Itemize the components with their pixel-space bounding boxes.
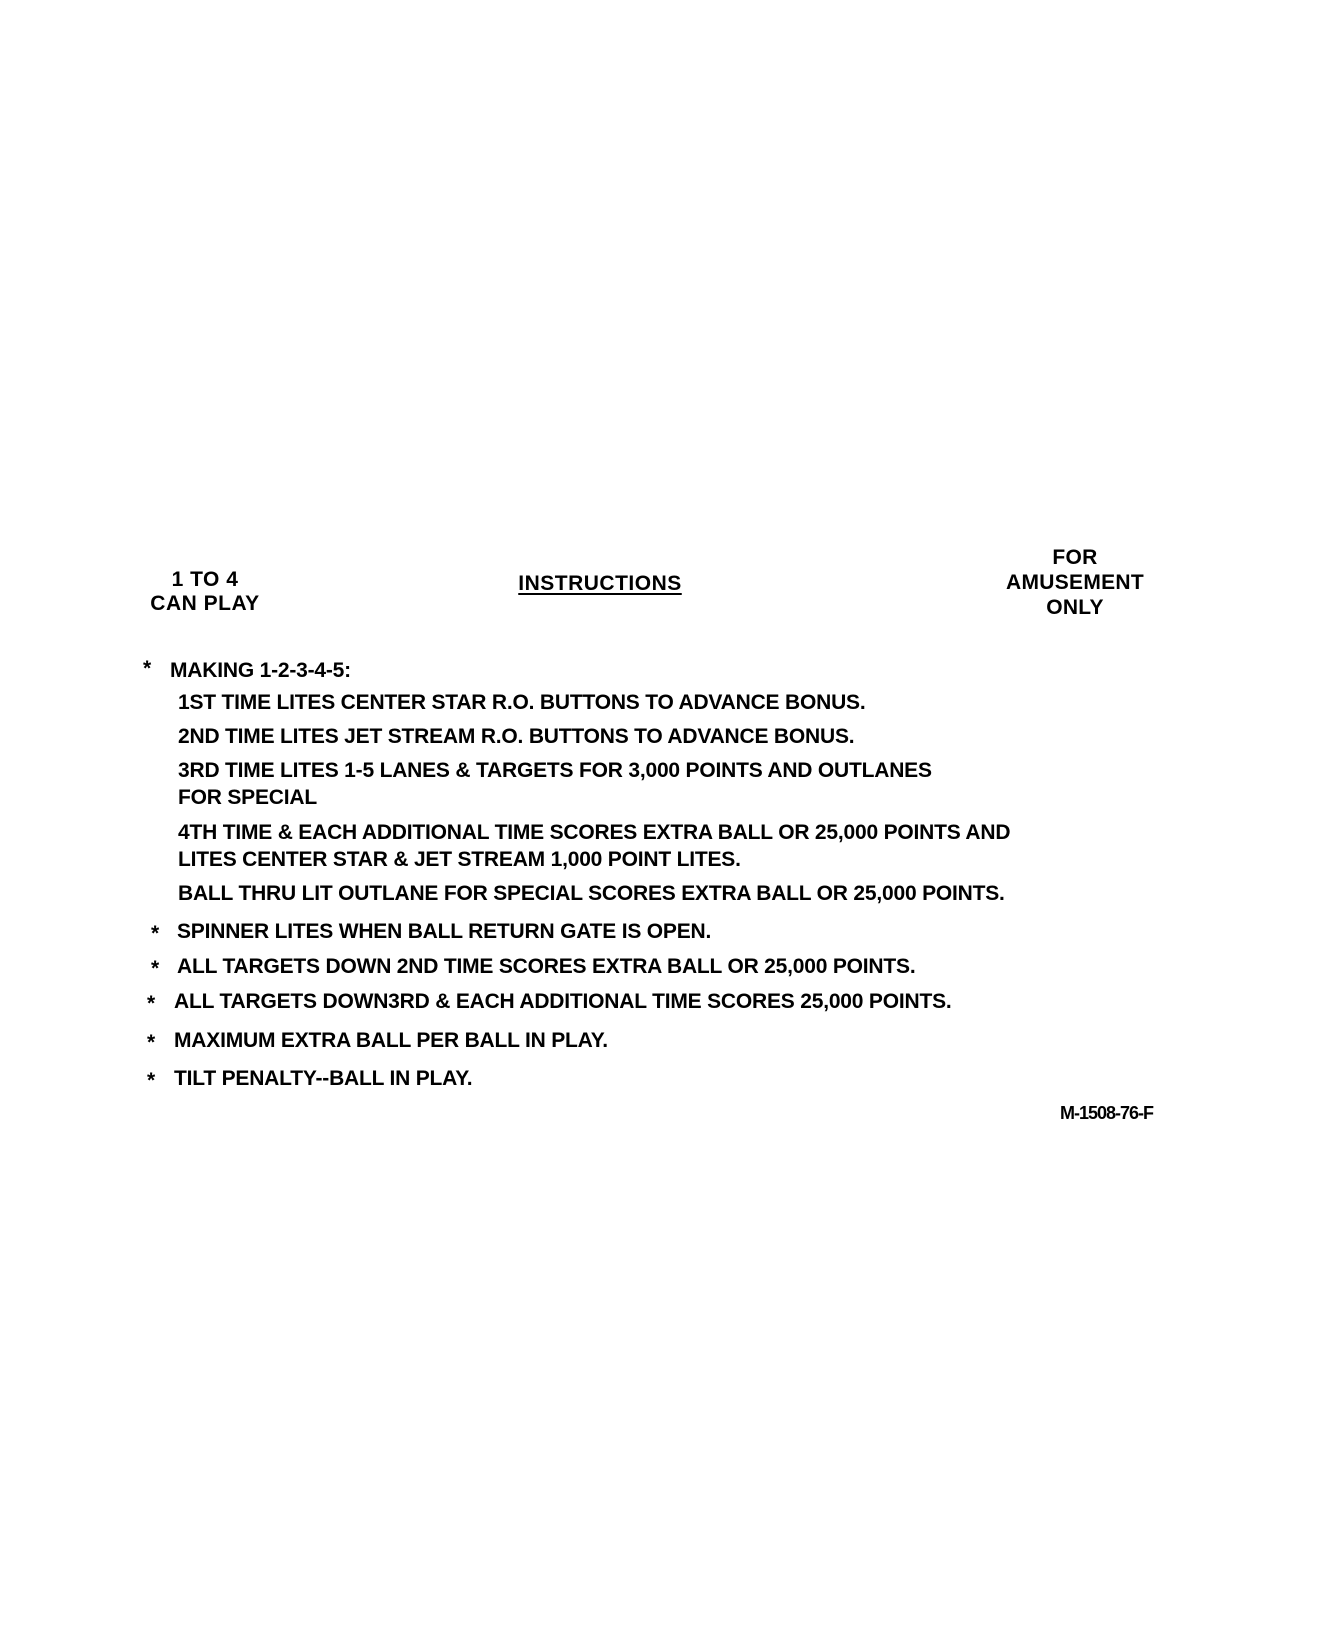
making-4th-time-line-1: 4TH TIME & EACH ADDITIONAL TIME SCORES EXTRA BALL OR 25,000 POINTS AND [178, 821, 1011, 844]
bullet-tilt: * [147, 1069, 156, 1092]
making-outlane-special: BALL THRU LIT OUTLANE FOR SPECIAL SCORES EXTRA BALL OR 25,000 POINTS. [178, 882, 1005, 905]
part-number: M-1508-76-F [1060, 1103, 1154, 1123]
making-4th-time-line-2: LITES CENTER STAR & JET STREAM 1,000 POINT LITES. [178, 848, 741, 871]
making-3rd-time-line-2: FOR SPECIAL [178, 786, 317, 809]
players-label [140, 568, 270, 616]
bullet-spinner: * [151, 922, 160, 945]
making-1st-time: 1ST TIME LITES CENTER STAR R.O. BUTTONS TO ADVANCE BONUS. [178, 691, 866, 714]
targets-2nd-rule: ALL TARGETS DOWN 2ND TIME SCORES EXTRA BALL OR 25,000 POINTS. [177, 955, 916, 978]
amusement-line-2: AMUSEMENT [1005, 571, 1145, 594]
making-2nd-time: 2ND TIME LITES JET STREAM R.O. BUTTONS TO ADVANCE BONUS. [178, 725, 855, 748]
card-title: INSTRUCTIONS [518, 572, 682, 595]
making-title: MAKING 1-2-3-4-5: [170, 659, 351, 682]
bullet-making: * [143, 657, 152, 680]
players-line-1: 1 TO 4 [171, 568, 239, 591]
maximum-rule: MAXIMUM EXTRA BALL PER BALL IN PLAY. [174, 1029, 608, 1052]
making-3rd-time-line-1: 3RD TIME LITES 1-5 LANES & TARGETS FOR 3,000 POINTS AND OUTLANES [178, 759, 932, 782]
tilt-rule: TILT PENALTY--BALL IN PLAY. [174, 1067, 473, 1090]
bullet-targets-3rd: * [147, 992, 156, 1015]
spinner-rule: SPINNER LITES WHEN BALL RETURN GATE IS OPEN. [177, 920, 712, 943]
targets-3rd-rule: ALL TARGETS DOWN3RD & EACH ADDITIONAL TIME SCORES 25,000 POINTS. [174, 990, 952, 1013]
bullet-maximum: * [147, 1031, 156, 1054]
amusement-line-1: FOR [1052, 546, 1098, 569]
bullet-targets-2nd: * [151, 957, 160, 980]
amusement-line-3: ONLY [1046, 596, 1104, 619]
players-line-2: CAN PLAY [150, 592, 260, 615]
amusement-label [985, 545, 1165, 620]
